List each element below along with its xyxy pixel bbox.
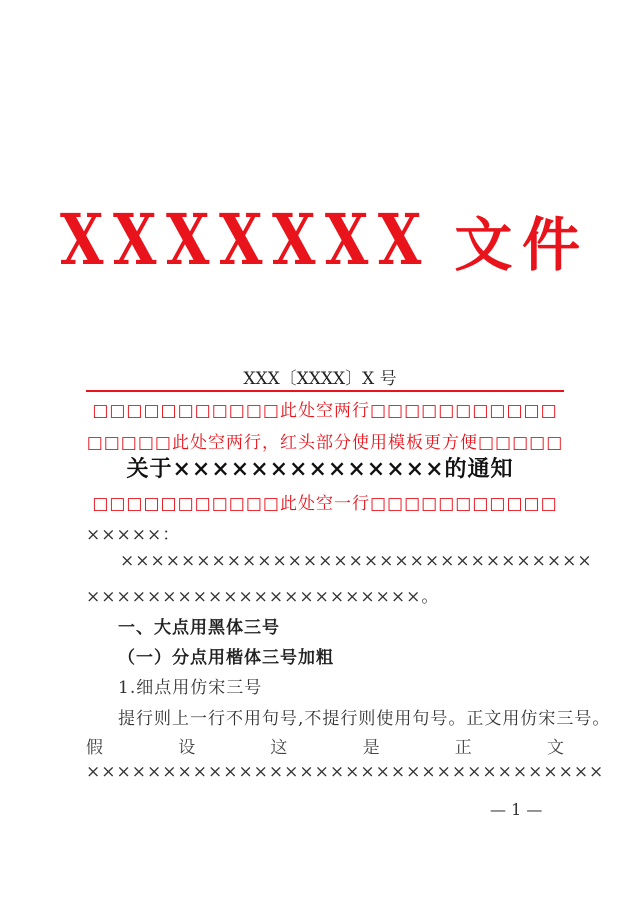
header-jian: 件 bbox=[521, 211, 580, 279]
header-x-6: X bbox=[324, 198, 369, 282]
word-1: 假 bbox=[86, 738, 103, 758]
paragraph-1-line-2: ××××××××××××××××××××××。 bbox=[86, 587, 440, 607]
red-header-title bbox=[60, 190, 580, 290]
heading-level-1: 一、大点用黑体三号 bbox=[118, 618, 280, 638]
body-text-line: 提行则上一行不用句号,不提行则使用句号。正文用仿宋三号。 bbox=[118, 709, 611, 729]
header-x-1: X bbox=[60, 198, 104, 282]
word-2: 设 bbox=[178, 738, 196, 758]
word-3: 这 bbox=[270, 738, 288, 758]
header-x-2: X bbox=[112, 198, 157, 282]
header-x-3: X bbox=[165, 198, 210, 282]
red-note-line-3: □□□□□□□□□□□此处空一行□□□□□□□□□□□ bbox=[92, 494, 558, 514]
page-number: — 1 — bbox=[490, 800, 543, 819]
heading-level-3: 1.细点用仿宋三号 bbox=[118, 678, 263, 698]
last-body-line: ×××××××××××××××××××××××××××××××××× bbox=[86, 762, 605, 782]
word-6: 文 bbox=[546, 738, 564, 758]
red-note-line-2: □□□□□此处空两行，红头部分使用模板更方便□□□□□ bbox=[86, 433, 564, 453]
document-title: 关于××××××××××××××的通知 bbox=[126, 456, 514, 482]
header-x-7: X bbox=[377, 198, 422, 282]
red-divider-line bbox=[86, 390, 564, 392]
justified-text-line bbox=[86, 733, 564, 758]
document-number: XXX〔XXXX〕X 号 bbox=[243, 369, 397, 389]
word-5: 正 bbox=[454, 738, 472, 758]
word-4: 是 bbox=[362, 738, 380, 758]
header-x-4: X bbox=[218, 198, 263, 282]
paragraph-1-line-1: ××××××××××××××××××××××××××××××× bbox=[120, 551, 593, 571]
header-wen: 文 bbox=[454, 211, 513, 279]
red-note-line-1: □□□□□□□□□□□此处空两行□□□□□□□□□□□ bbox=[92, 401, 558, 421]
salutation: ×××××： bbox=[86, 525, 181, 545]
header-x-5: X bbox=[271, 198, 316, 282]
heading-level-2: （一）分点用楷体三号加粗 bbox=[118, 648, 334, 668]
